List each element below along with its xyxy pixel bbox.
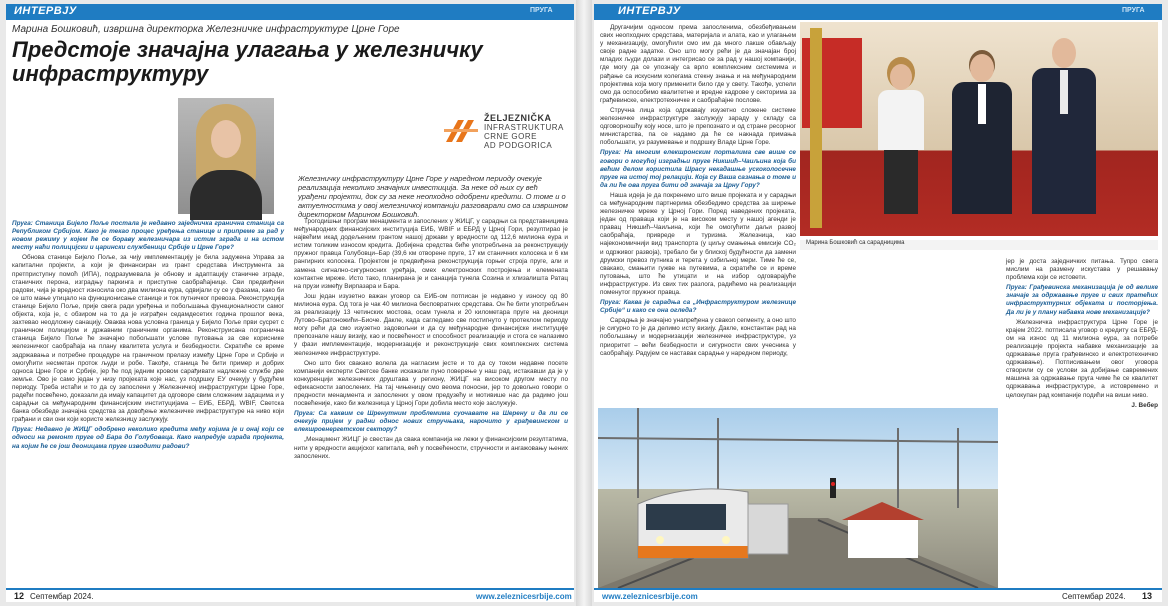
answer: Још један изузетно важан уговор са ЕИБ-ом потписан је недавно у износу од 80 милиона еура. Од тога је чак 40 милиона бесповратних средстава. Он ће бити употребљен за реализацију 13 четинских мостова, осам тунела и 20 километара пруге на деоници Лутово–Братоножићи–Биоче. Дакле, када сагледамо све постигнуто у протеклом периоду могу рећи да смо изузетно задовољни и да су међународне финансијске институције препознале нашу визију, као и посвећеност и способност реализације и стога се налазимо у фази имплементације, модернизације и реконструкције свих комплексних система железничке инфраструктуре. (294, 292, 568, 357)
left-topbar (6, 4, 574, 20)
question: Пруга: На многим елекшронским порталима све више се говори о могућој изградњи пруге Никшић–Чаиљина која би већим делом користила Шрасу некадашње ускоколосечне пруге на истој тој релацији. Која су Ваша сазнања о томе и да ли ће ова пруга бити од значаја за Црну Гору? (600, 149, 796, 189)
train-scene-icon (598, 408, 998, 588)
right-footer (594, 588, 1162, 602)
portrait-photo (178, 98, 274, 214)
page-number: 13 (1142, 591, 1153, 601)
left-column-1 (12, 218, 284, 586)
person-figure (1030, 38, 1098, 214)
page-gutter (576, 0, 592, 606)
logo-line3: CRNE GORE (484, 132, 537, 141)
article-lead: Железничку инфраструктуру Црне Горе у наредном периоду очекује реализација неколико значајних инвестиција. За неке од њих су већ урађени пројекти, док су за неке неопходно одобрени кредити. О томе и о актуелностима у овој железничкој компанији разговарали смо са извршном директорком Марином Бошковић. (298, 174, 568, 219)
right-column-2 (1006, 258, 1158, 409)
article-headline: Предстоје значајна улагања у железничку инфраструктуру (12, 37, 483, 86)
left-footer (6, 588, 574, 602)
answer: Обнова станице Бијело Поље, за чију имплементацију је била задужена Управа за капитални пројекти, а који је финансиран из грант средстава Инструмента за претприступну помоћ (ИПА), подразумевала је обнову и адаптацију станичне зграде, станичних перона, изградњу паркинга и приступне саобраћајнице. Сви предвиђени радови, чија је вредност износила око два милиона еура, одвијали су се у фазама, како би се што мање утицало на функционисање станице и ток путничког превоза. Реконструкција станице Бијело Поље, прије свега ради уређења и побољшања функционалности самог објекта, која је, с обзиром на то да је изграђен седамдесетих година прошлог века, захтевао неодложну санацију. Оваква нова условна граница у Бијело Поље први сусрет с граничном полицијом и државним граничним органима. Реконструисана погранична станица Бијело Поље ће значајно побољшати услове путовања за све кориснике железничког саобраћаја на плану квалитета услуга и безбедности. Скратиће се време задржавања и потребне процедуре на граничном прелазу између Црне Горе и Србије и омогућити несметан проток људи и робе. Такође, станица ће бити пример и добрих односа Црне Горе и Србије, јер ће под једним кровом сарађивати надлежне службе две земље. Ово је само један у низу пројеката које нас, уз подршку ЕУ очекују у будућем периоду. Треба истаћи и то да су запослени у Железничкој инфраструктури Црне Горе, радећи посвећено, доказали да имају капацитет да одговоре свим сложеним задацима и у сарадњи са међународним финансијским институцијама – ЕИБ, ЕБРД, WBIF, Светска банка обезбеде значајна средства за довођење железничке инфраструктуре на ниво који грађани и сви они који користе железницу заслужују. (12, 254, 284, 424)
logo-line1: ŽELJEZNIČKA (484, 113, 552, 123)
section-tag: ИНТЕРВЈУ (618, 5, 681, 17)
right-topbar (594, 4, 1162, 20)
photo-caption: Марина Бошковић са сарадницима (800, 240, 1158, 250)
question: Пруга: Каква је сарадња са „Инфраструктуром железнице Србије“ и како се она огледа? (600, 299, 796, 315)
question: Пруга: Станица Бијело Поље постала је недавно заједничка гранична станица са Републиком Србијом. Како је текао процес уређења станице и припреме за рад у новом режиму у којем ће се бораву железничара из истим зграда и на истом месту наћи полицијски и царински службеници Србије и Црне Горе? (12, 220, 284, 252)
page-number: 12 (14, 591, 25, 601)
logo-line2: INFRASTRUKTURA (484, 123, 564, 132)
question: Пруга: Грађевинска механизација је од велике значаје за одржавање пруге и свих пратећих инфраструктурних објеката и пoсторјења. Да ли је у плану набавка нове механизације? (1006, 284, 1158, 316)
logo-line4: AD PODGORICA (484, 141, 553, 150)
site-url[interactable]: www.zeleznicesrbije.com (602, 592, 698, 601)
answer: јер је доста заједничких питања. Тупро свега мислим на размену искустава у решавању проблема који се истовети. (1006, 258, 1158, 282)
answer: Другачијим односом према запосленима, обезбеђивањем свих неопходних средстава, материјала и алата, као и улагањем у механизацију, омогућили смо им да много лакше обављају своје радне задатке. Оно што могу рећи је да значајан број младих људи долази и интегрисао се за рад у нашој компанији, где могу да се упознају са врло комплексним системима и рађање са искусним колегама стекну знања и на међународним пројектима која могу применити било где у свету. Такође, успели смо да оспособимо квалитетне и вредне кадрове у секторима за грађевинске, електротехничке и саобраћајне послове. (600, 24, 796, 104)
person-figure (950, 54, 1014, 214)
author-signature: Ј. Вебер (1131, 401, 1158, 409)
right-column-1 (600, 24, 796, 404)
site-url[interactable]: www.zeleznicesrbije.com (476, 592, 572, 601)
issue-date: Септембар 2024. (30, 592, 94, 601)
mini-label: ПРУГА (1122, 7, 1145, 14)
left-column-2 (294, 218, 568, 586)
answer: Железничка инфраструктура Црне Горе је крајем 2022. потписала уговор о кредиту са ЕБРД-ом на износ од 11 милиона еура, за потребе реализације пројекта набавке механизације за одржавање пруга грађевинско и електротехничко одржавање). Потписивањем овог уговора створили су се услови за добијање савремених машина за одржавање пруга чиме ће се квалитет одржавања инфраструктуре, а истовремено и целокупан рад компаније подићи на виши ниво. (1006, 318, 1158, 399)
left-page (6, 4, 574, 602)
answer: Оно што бих свакако волела да нагласим јесте и то да су током недавне посете компанији експерти Светске банке искажали пуно поверење у наш рад, истакавши да је у конкуренцији железничких друштава у региону, ЖИЦГ на високом другом месту по ефикасности запослених. На тај чињеницу смо веома поносни, јер то довољно говори о предности менаџмента и запослених у овом предузећу и мотивише нас да радимо још посвећеније, како би железница у Црној Гори добила место које заслужује. (294, 359, 568, 408)
train-photo (598, 408, 998, 588)
right-page (594, 4, 1162, 602)
answer: Наша идеја је да покренемо што више пројеката и у сарадњи са међународним партнерима обезбедимо средства за ширење железничке мреже у Црној Гори. Поред наведених пројеката, један од правaца који је на високом месту у нашој агенди је правац Никшић–Чаиљина, који ће омогућити даљи развој саобраћаја, привреде и туризма. Железница, као најекономичнији вид транспорта (у циљу смањења емисије CO₂ и одрживог развоја), требало би у блиској будућности да замени друмски превоз путника и терета у озбиљној мери. Тиме ће се, свакако, смањити гужве на путевима, а скратиће се и време путовања, што ће утицати и на избор одговарајуће инфраструктуре. Из свих тих разлога, радићемо на реализацији поменутог пружног правца. (600, 191, 796, 296)
issue-date: Септембар 2024. (1062, 592, 1126, 601)
question: Пруга: Недавно је ЖИЦГ одобрено неколико кредита међу којима је и онај који се односи на ремонт пруге од Бара до Голубоваца. Како напредује израда пројекта, на којим ће се још деоницама пруге изводити радови? (12, 426, 284, 450)
group-photo (800, 22, 1158, 236)
logo-mark-icon (444, 118, 478, 144)
section-tag: ИНТЕРВЈУ (14, 5, 77, 17)
answer: Трогодишњи програм менаџмента и запослених у ЖИЦГ, у сарадњи са представницима међународних финансијских институција ЕИБ, WBIF и ЕБРД у Црној Гори, резултирао је највећим икад додељеним грантом нашој држави у вредности од 112,6 милиона еура и истим толиким износом кредита. Добијена средства биће употребљена за реконструкцију пружног правца Голубовци–Бар (39,6 км отворене пруге, 17 км станичних колосека и 6 км рангирних колосека. Пројектом је предвиђена реконструкција горњег строја пруге, али и замена сигнално-сигурносних уређаја, смех електронских постројења и елемената контактне мреже. Исто тако, планирана је и санација тунела Созина и хлизалишта Ратац на прузи између Вирпазара и Бара. (294, 218, 568, 290)
article-subtitle: Марина Бошковић, извршна директорка Железничке инфраструктуре Црне Горе (12, 24, 400, 35)
company-logo (444, 114, 568, 150)
person-figure (876, 64, 926, 214)
mini-label: ПРУГА (530, 7, 553, 14)
answer: „Менаџмент ЖИЦГ је свестан да свака компанија не лежи у финансијским резултатима, нити у вредности акцијског капитала, већ у посвећености, стручности и ангажовању њених запослених. (294, 436, 568, 460)
answer: Сарадња је значајно унапређена у свакол сегменту, а оно што је сигурно то је да делимо исту визију. Дакле, константан рад на побољшању и модернизацији железничке инфраструктуре, уз приоритет – већи безбедности и сигурности свих учесника у саобраћају. Радујем се наставак сарадње у наредном периоду, (600, 317, 796, 357)
answer: Стручна лица која одржавају изузетно сложене системе железничке инфраструктуре заслужују зараду у складу са одговорношћу коју носе, што је препознато и од стране ресорног министарства, па се надамо да ће се накнада примања побољшати, уз разумевање и подршку Владе Црне Горе. (600, 106, 796, 147)
question: Пруга: Са каквим се Шренутним проблемима суочавате на Шерену и да ли се очекује пријем у радни однос нових стручњака, нарочито у грађевинском и елекшроенергетском сектору? (294, 410, 568, 434)
